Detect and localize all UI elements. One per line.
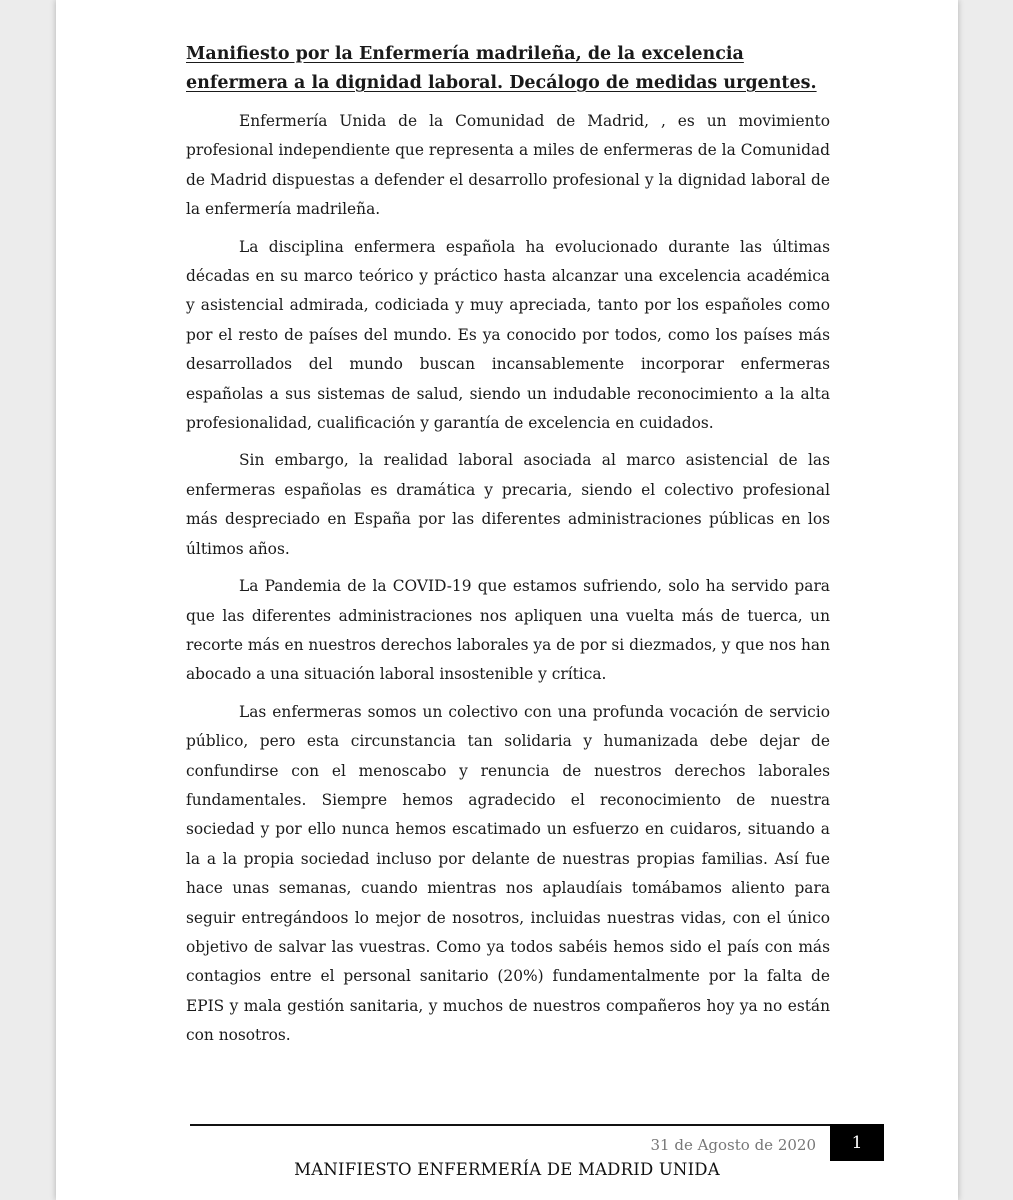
page-number: 1 [830,1124,884,1161]
paragraph-vocation: Las enfermeras somos un colectivo con una profunda vocación de servicio público, pero esta circunstancia tan solidaria y humanizada debe dejar de confundirse con el menoscabo y renuncia de nuestros derechos laborales fundamentales. Siempre hemos agradecido el reconocimiento de nuestra sociedad y por ello nunca hemos escatimado un esfuerzo en cuidaros, situando a la a la propia sociedad incluso por delante de nuestras propias familias. Así fue hace unas semanas, cuando mientras nos aplaudíais tomábamos aliento para seguir entregándoos lo mejor de nosotros, incluidas nuestras vidas, con el único objetivo de salvar las vuestras. Como ya todos sabéis hemos sido el país con más contagios entre el personal sanitario (20%) fundamentalmente por la falta de EPIS y mala gestión sanitaria, y muchos de nuestros compañeros hoy ya no están con nosotros. [186,702,830,1045]
paragraph-pandemic: La Pandemia de la COVID-19 que estamos sufriendo, solo ha servido para que las diferentes administraciones nos apliquen una vuelta más de tuerca, un recorte más en nuestros derechos laborales ya de por si diezmados, y que nos han abocado a una situación laboral insostenible y crítica. [186,577,830,684]
paragraph-reality: Sin embargo, la realidad laboral asociada al marco asistencial de las enfermeras españolas es dramática y precaria, siendo el colectivo profesional más despreciado en España por las diferentes administraciones públicas en los últimos años. [186,451,830,558]
footer-date: 31 de Agosto de 2020 [650,1136,816,1154]
paragraph-discipline: La disciplina enfermera española ha evolucionado durante las últimas décadas en su marco teórico y práctico hasta alcanzar una excelencia académica y asistencial admirada, codiciada y muy apreciada, tanto por los españoles como por el resto de países del mundo. Es ya conocido por todos, como los países más desarrollados del mundo buscan incansablemente incorporar enfermeras españolas a sus sistemas de salud, siendo un indudable reconocimiento a la alta profesionalidad, cualificación y garantía de excelencia en cuidados. [186,237,830,433]
document-title: Manifiesto por la Enfermería madrileña, de la excelencia enfermera a la dignidad laboral. Decálogo de medidas urgentes. [186,44,817,93]
footer-title: MANIFIESTO ENFERMERÍA DE MADRID UNIDA [294,1160,720,1179]
footer-divider [190,1124,832,1126]
document-body [186,40,830,1059]
document-page [56,0,958,1200]
paragraph-intro: Enfermería Unida de la Comunidad de Madrid, , es un movimiento profesional independiente que representa a miles de enfermeras de la Comunidad de Madrid dispuestas a defender el desarrollo profesional y la dignidad laboral de la enfermería madrileña. [186,112,830,219]
